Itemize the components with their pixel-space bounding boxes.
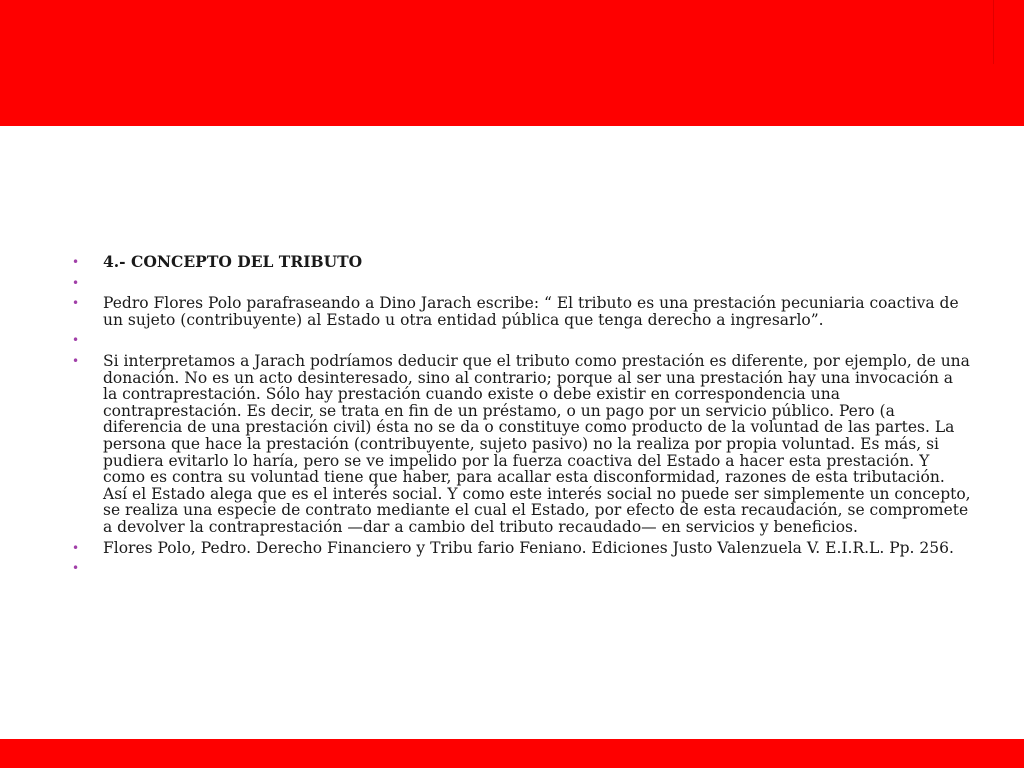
band-divider-line bbox=[993, 0, 994, 64]
slide-content bbox=[72, 254, 972, 581]
interpretation-paragraph: Si interpretamos a Jarach podríamos deducir que el tributo como prestación es diferente, por ejemplo, de una donación. No es un acto desinteresado, sino al contrario; porque al ser una prestación hay una invocación a la contraprestación. Sólo hay prestación cuando existe o debe existir en correspondencia una contraprestación. Es decir, se trata en fin de un préstamo, o un pago por un servicio público. Pero (a diferencia de una prestación civil) ésta no se da o constituye como producto de la voluntad de las partes. La persona que hace la prestación (contribuyente, sujeto pasivo) no la realiza por propia voluntad. Es más, si pudiera evitarlo lo haría, pero se ve impelido por la fuerza coactiva del Estado a hacer esta prestación. Y como es contra su voluntad tiene que haber, para acallar esta disconformidad, razones de esta tributación. Así el Estado alega que es el interés social. Y como este interés social no puede ser simplemente un concepto, se realiza una especie de contrato mediante el cual el Estado, por efecto de esta recaudación, se compromete a devolver la contraprestación —dar a cambio del tributo recaudado— en servicios y beneficios. bbox=[103, 351, 971, 536]
bullet-dot-icon: • bbox=[72, 561, 80, 576]
bullet-dot-icon: • bbox=[72, 275, 80, 290]
list-item-empty bbox=[72, 560, 972, 577]
bullet-dot-icon: • bbox=[72, 333, 80, 348]
bullet-list bbox=[72, 254, 972, 577]
section-heading: 4.- CONCEPTO DEL TRIBUTO bbox=[103, 252, 363, 271]
list-item-interpretation bbox=[72, 353, 972, 536]
list-item-definition bbox=[72, 295, 972, 328]
list-item-reference bbox=[72, 540, 972, 557]
list-item-empty bbox=[72, 332, 972, 349]
list-item-empty bbox=[72, 275, 972, 292]
top-red-band bbox=[0, 0, 1024, 126]
bullet-dot-icon: • bbox=[72, 540, 80, 555]
bullet-dot-icon: • bbox=[72, 353, 80, 368]
reference-citation: Flores Polo, Pedro. Derecho Financiero y Tribu fario Feniano. Ediciones Justo Valenzuela V. E.I.R.L. Pp. 256. bbox=[103, 538, 954, 557]
list-item-heading bbox=[72, 254, 972, 271]
bullet-dot-icon: • bbox=[72, 255, 80, 269]
bullet-dot-icon: • bbox=[72, 296, 80, 311]
bottom-red-band bbox=[0, 739, 1024, 768]
definition-paragraph: Pedro Flores Polo parafraseando a Dino Jarach escribe: “ El tributo es una prestación pecuniaria coactiva de un sujeto (contribuyente) al Estado u otra entidad pública que tenga derecho a ingresarlo”. bbox=[103, 294, 959, 329]
